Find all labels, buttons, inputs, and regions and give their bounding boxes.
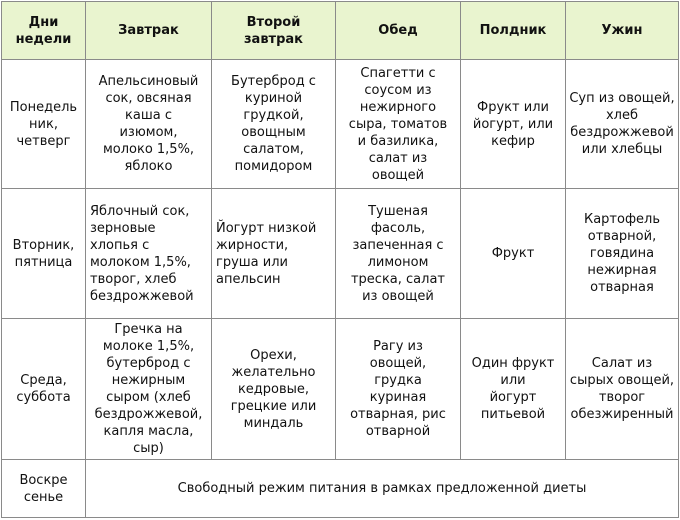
snack-cell: Один фрукт или йогурт питьевой [461, 319, 566, 460]
breakfast-cell: Апельсиновый сок, овсяная каша с изюмом, молоко 1,5%, яблоко [86, 60, 212, 189]
header-breakfast: Завтрак [86, 2, 212, 60]
sunday-day-cell: Воскре сенье [2, 460, 86, 518]
dinner-cell: Суп из овощей, хлеб бездрожжевой или хлебцы [566, 60, 679, 189]
table-row [2, 60, 679, 189]
header-lunch: Обед [336, 2, 461, 60]
sunday-row [2, 460, 679, 518]
table-row [2, 319, 679, 460]
dinner-cell: Салат из сырых овощей, творог обезжиренный [566, 319, 679, 460]
snack-cell: Фрукт или йогурт, или кефир [461, 60, 566, 189]
breakfast-cell: Гречка на молоке 1,5%, бутерброд с нежирным сыром (хлеб бездрожжевой, капля масла, сыр) [86, 319, 212, 460]
snack-cell: Фрукт [461, 189, 566, 319]
header-second-breakfast: Второй завтрак [212, 2, 336, 60]
header-dinner: Ужин [566, 2, 679, 60]
lunch-cell: Спагетти с соусом из нежирного сыра, томатов и базилика, салат из овощей [336, 60, 461, 189]
header-row [2, 2, 679, 60]
table-row [2, 189, 679, 319]
lunch-cell: Тушеная фасоль, запеченная с лимоном треска, салат из овощей [336, 189, 461, 319]
second-breakfast-cell: Орехи, желательно кедровые, грецкие или миндаль [212, 319, 336, 460]
second-breakfast-cell: Бутерброд с куриной грудкой, овощным салатом, помидором [212, 60, 336, 189]
diet-table [1, 1, 679, 518]
dinner-cell: Картофель отварной, говядина нежирная отварная [566, 189, 679, 319]
sunday-note-cell: Свободный режим питания в рамках предложенной диеты [86, 460, 679, 518]
header-days: Дни недели [2, 2, 86, 60]
header-snack: Полдник [461, 2, 566, 60]
day-cell: Среда, суббота [2, 319, 86, 460]
lunch-cell: Рагу из овощей, грудка куриная отварная, рис отварной [336, 319, 461, 460]
day-cell: Понедель ник, четверг [2, 60, 86, 189]
second-breakfast-cell: Йогурт низкой жирности, груша или апельсин [212, 189, 336, 319]
day-cell: Вторник, пятница [2, 189, 86, 319]
breakfast-cell: Яблочный сок, зерновые хлопья с молоком 1,5%, творог, хлеб бездрожжевой [86, 189, 212, 319]
